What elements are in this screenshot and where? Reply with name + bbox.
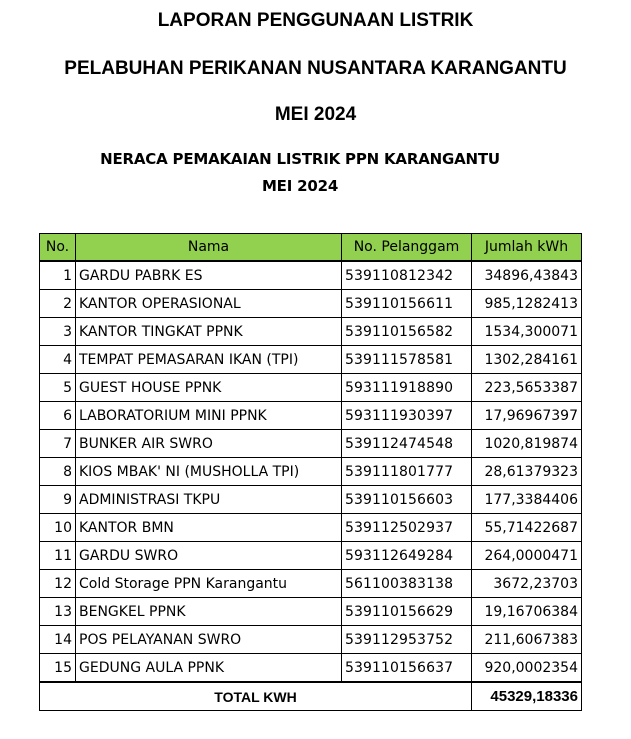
cell-no: 2 bbox=[40, 290, 76, 318]
table-row bbox=[40, 346, 582, 374]
report-period: MEI 2024 bbox=[274, 104, 357, 125]
table-row bbox=[40, 290, 582, 318]
cell-nama: Cold Storage PPN Karangantu bbox=[76, 570, 342, 598]
cell-pelanggan: 539110156629 bbox=[342, 598, 472, 626]
cell-nama: LABORATORIUM MINI PPNK bbox=[76, 402, 342, 430]
cell-pelanggan: 561100383138 bbox=[342, 570, 472, 598]
cell-pelanggan: 539112953752 bbox=[342, 626, 472, 654]
table-row bbox=[40, 570, 582, 598]
total-label: TOTAL KWH bbox=[40, 682, 472, 711]
cell-kwh: 34896,43843 bbox=[472, 261, 582, 290]
table-row bbox=[40, 542, 582, 570]
total-value: 45329,18336 bbox=[472, 682, 582, 711]
table-row bbox=[40, 261, 582, 290]
table-row bbox=[40, 318, 582, 346]
cell-nama: ADMINISTRASI TKPU bbox=[76, 486, 342, 514]
electricity-usage-table bbox=[39, 233, 582, 711]
cell-pelanggan: 539112502937 bbox=[342, 514, 472, 542]
table-row bbox=[40, 514, 582, 542]
cell-pelanggan: 539110156582 bbox=[342, 318, 472, 346]
table-row bbox=[40, 430, 582, 458]
cell-pelanggan: 593111918890 bbox=[342, 374, 472, 402]
table-row bbox=[40, 402, 582, 430]
table-row bbox=[40, 626, 582, 654]
table-row bbox=[40, 486, 582, 514]
cell-kwh: 211,6067383 bbox=[472, 626, 582, 654]
cell-no: 10 bbox=[40, 514, 76, 542]
cell-nama: KANTOR OPERASIONAL bbox=[76, 290, 342, 318]
cell-nama: BENGKEL PPNK bbox=[76, 598, 342, 626]
cell-nama: BUNKER AIR SWRO bbox=[76, 430, 342, 458]
cell-kwh: 177,3384406 bbox=[472, 486, 582, 514]
cell-pelanggan: 539110156611 bbox=[342, 290, 472, 318]
cell-no: 1 bbox=[40, 261, 76, 290]
cell-pelanggan: 593111930397 bbox=[342, 402, 472, 430]
cell-no: 11 bbox=[40, 542, 76, 570]
cell-kwh: 920,0002354 bbox=[472, 654, 582, 683]
table-row bbox=[40, 654, 582, 683]
cell-no: 3 bbox=[40, 318, 76, 346]
cell-kwh: 1020,819874 bbox=[472, 430, 582, 458]
cell-no: 4 bbox=[40, 346, 76, 374]
table-header-row bbox=[40, 234, 582, 262]
cell-nama: KIOS MBAK' NI (MUSHOLLA TPI) bbox=[76, 458, 342, 486]
column-header-pelanggan: No. Pelanggam bbox=[342, 234, 472, 262]
cell-kwh: 55,71422687 bbox=[472, 514, 582, 542]
cell-kwh: 1534,300071 bbox=[472, 318, 582, 346]
table-row bbox=[40, 458, 582, 486]
cell-no: 5 bbox=[40, 374, 76, 402]
cell-pelanggan: 593112649284 bbox=[342, 542, 472, 570]
cell-kwh: 1302,284161 bbox=[472, 346, 582, 374]
cell-no: 6 bbox=[40, 402, 76, 430]
cell-no: 8 bbox=[40, 458, 76, 486]
cell-pelanggan: 539110156637 bbox=[342, 654, 472, 683]
cell-no: 13 bbox=[40, 598, 76, 626]
cell-no: 7 bbox=[40, 430, 76, 458]
cell-nama: KANTOR TINGKAT PPNK bbox=[76, 318, 342, 346]
cell-pelanggan: 539112474548 bbox=[342, 430, 472, 458]
cell-nama: TEMPAT PEMASARAN IKAN (TPI) bbox=[76, 346, 342, 374]
cell-kwh: 19,16706384 bbox=[472, 598, 582, 626]
cell-no: 15 bbox=[40, 654, 76, 683]
cell-kwh: 17,96967397 bbox=[472, 402, 582, 430]
cell-nama: GARDU PABRK ES bbox=[76, 261, 342, 290]
cell-pelanggan: 539110156603 bbox=[342, 486, 472, 514]
table-row bbox=[40, 374, 582, 402]
cell-pelanggan: 539111801777 bbox=[342, 458, 472, 486]
cell-pelanggan: 539111578581 bbox=[342, 346, 472, 374]
report-organization: PELABUHAN PERIKANAN NUSANTARA KARANGANTU bbox=[64, 58, 567, 79]
table-title: NERACA PEMAKAIAN LISTRIK PPN KARANGANTU bbox=[100, 150, 500, 168]
cell-kwh: 3672,23703 bbox=[472, 570, 582, 598]
report-title: LAPORAN PENGGUNAAN LISTRIK bbox=[157, 10, 474, 31]
cell-kwh: 28,61379323 bbox=[472, 458, 582, 486]
cell-nama: POS PELAYANAN SWRO bbox=[76, 626, 342, 654]
cell-no: 14 bbox=[40, 626, 76, 654]
cell-pelanggan: 539110812342 bbox=[342, 261, 472, 290]
cell-kwh: 985,1282413 bbox=[472, 290, 582, 318]
cell-nama: GARDU SWRO bbox=[76, 542, 342, 570]
column-header-no: No. bbox=[40, 234, 76, 262]
total-row bbox=[40, 682, 582, 711]
column-header-nama: Nama bbox=[76, 234, 342, 262]
cell-no: 12 bbox=[40, 570, 76, 598]
column-header-kwh: Jumlah kWh bbox=[472, 234, 582, 262]
cell-kwh: 223,5653387 bbox=[472, 374, 582, 402]
cell-nama: GUEST HOUSE PPNK bbox=[76, 374, 342, 402]
table-row bbox=[40, 598, 582, 626]
cell-kwh: 264,0000471 bbox=[472, 542, 582, 570]
table-period: MEI 2024 bbox=[261, 177, 339, 195]
cell-no: 9 bbox=[40, 486, 76, 514]
cell-nama: GEDUNG AULA PPNK bbox=[76, 654, 342, 683]
cell-nama: KANTOR BMN bbox=[76, 514, 342, 542]
